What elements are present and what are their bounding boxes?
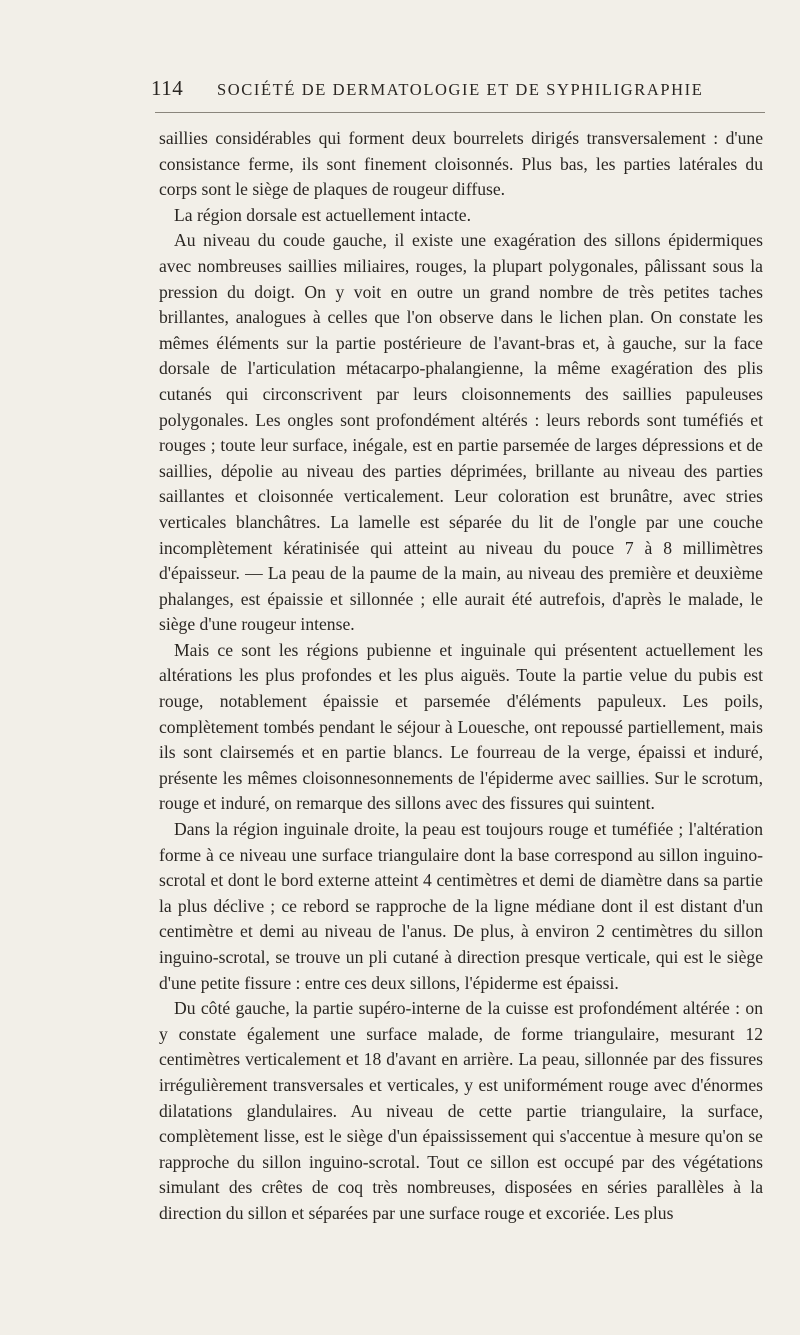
paragraph-pubic-inguinal: Mais ce sont les régions pubienne et inguinale qui présentent actuellement les altérations les plus profondes et les plus aiguës. Toute la partie velue du pubis est rouge, notablement épaissie et parsemée d'éléments papuleux. Les poils, complètement tombés pendant le séjour à Louesche, ont repoussé partiellement, mais ils sont clairsemés et en partie blancs. Le fourreau de la verge, épaissi et induré, présente les mêmes cloisonnesonnements de l'épiderme avec saillies. Sur le scrotum, rouge et induré, on remarque des sillons avec des fissures qui suintent. <box>159 639 763 814</box>
paragraph-dorsal-region: La région dorsale est actuellement intacte. <box>174 204 472 225</box>
header-rule <box>155 112 765 113</box>
body-text <box>159 126 763 1227</box>
page-number: 114 <box>151 76 184 100</box>
running-title: SOCIÉTÉ DE DERMATOLOGIE ET DE SYPHILIGRAPHIE <box>217 80 704 99</box>
paragraph-continuation: saillies considérables qui forment deux bourrelets dirigés transversalement : d'une consistance ferme, ils sont finement cloisonnés. Plus bas, les parties latérales du corps sont le siège de plaques de rougeur diffuse. <box>159 128 763 200</box>
paragraph-right-inguinal: Dans la région inguinale droite, la peau est toujours rouge et tuméfiée ; l'altération forme à ce niveau une surface triangulaire dont la base correspond au sillon inguino-scrotal et dont le bord externe atteint 4 centimètres et demi de diamètre dans sa partie la plus déclive ; ce rebord se rapproche de la ligne médiane dont il est distant d'un centimètre et demi au niveau de l'anus. De plus, à environ 2 centimètres du sillon inguino-scrotal, se trouve un pli cutané à direction presque verticale, qui est le siège d'une petite fissure : entre ces deux sillons, l'épiderme est épaissi. <box>159 819 763 993</box>
running-head <box>151 76 763 102</box>
paragraph-elbow-hand: Au niveau du coude gauche, il existe une exagération des sillons épidermiques avec nombreuses saillies miliaires, rouges, la plupart polygonales, pâlissant sous la pression du doigt. On y voit en outre un grand nombre de très petites taches brillantes, analogues à celles que l'on observe dans le lichen plan. On constate les mêmes éléments sur la partie postérieure de l'avant-bras et, à gauche, sur la face dorsale de l'articulation métacarpo-phalangienne, la même exagération des plis cutanés qui circonscrivent par leurs cloisonnements des saillies papuleuses polygonales. Les ongles sont profondément altérés : leurs rebords sont tuméfiés et rouges ; toute leur surface, inégale, est en partie parsemée de larges dépressions et de saillies, dépolie au niveau des parties déprimées, brillante au niveau des parties saillantes et cloisonnée verticalement. Leur coloration est brunâtre, avec stries verticales blanchâtres. La lamelle est séparée du lit de l'ongle par une couche incomplètement kératinisée qui atteint au niveau du pouce 7 à 8 millimètres d'épaisseur. — La peau de la paume de la main, au niveau des première et deuxième phalanges, est épaissie et sillonnée ; elle aurait été autrefois, d'après le malade, le siège d'une rougeur intense. <box>159 230 763 635</box>
paragraph-left-side: Du côté gauche, la partie supéro-interne de la cuisse est profondément altérée : on y constate également une surface malade, de forme triangulaire, mesurant 12 centimètres verticalement et 18 d'avant en arrière. La peau, sillonnée par des fissures irrégulièrement transversales et verticales, y est uniformément rouge avec d'énormes dilatations glandulaires. Au niveau de cette partie triangulaire, la surface, complètement lisse, est le siège d'un épaississement qui s'accentue à mesure qu'on se rapproche du sillon inguino-scrotal. Tout ce sillon est occupé par des végétations simulant des crêtes de coq très nombreuses, disposées en séries parallèles à la direction du sillon et séparées par une surface rouge et excoriée. Les plus <box>159 998 763 1223</box>
